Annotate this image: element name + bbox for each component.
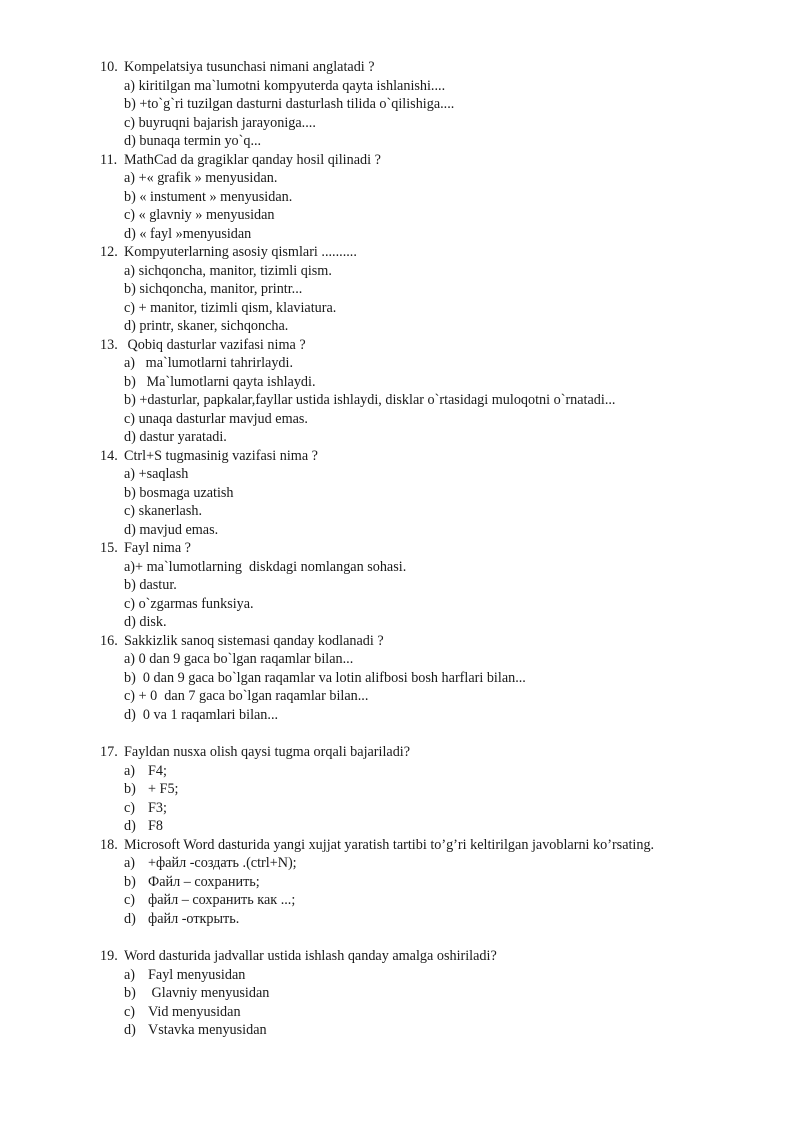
question-number: 10.	[100, 59, 118, 75]
option-d: d) bunaqa termin yo`q...	[124, 133, 262, 149]
question-title	[100, 58, 790, 77]
question-number: 11.	[100, 151, 118, 168]
option-b	[100, 873, 790, 892]
option-b	[100, 780, 790, 799]
question-text: Microsoft Word dasturida yangi xujjat yaratish tartibi to’g’ri keltirilgan javoblarni ko’rsating.	[124, 836, 655, 853]
option-b: b) bosmaga uzatish	[124, 484, 234, 501]
question-11	[100, 151, 790, 244]
option-c	[100, 891, 790, 910]
option-a: a) sichqoncha, manitor, tizimli qism.	[124, 262, 332, 279]
option-label: d)	[124, 818, 136, 834]
option-label: b)	[124, 781, 136, 797]
option-label: c)	[124, 799, 136, 816]
question-title	[100, 947, 790, 966]
option-label: d)	[124, 910, 136, 927]
option-text: файл – сохранить как ...;	[148, 892, 296, 908]
option-d	[100, 817, 790, 836]
question-title	[100, 151, 790, 170]
option-label: b)	[124, 985, 136, 1001]
question-10	[100, 58, 790, 151]
option-d: d) disk.	[124, 614, 167, 630]
question-number: 17.	[100, 744, 118, 760]
option-label: a)	[124, 855, 136, 871]
option-text: F8	[148, 818, 163, 834]
question-text: Qobiq dasturlar vazifasi nima ?	[124, 336, 306, 353]
question-text: MathCad da gragiklar qanday hosil qilinadi ?	[124, 151, 381, 168]
option-b: b) 0 dan 9 gaca bo`lgan raqamlar va lotin alifbosi bosh harflari bilan...	[124, 669, 526, 686]
blank-line	[100, 928, 790, 947]
question-title	[100, 836, 790, 855]
option-b: b) dastur.	[124, 577, 177, 593]
question-number: 15.	[100, 540, 118, 556]
question-17	[100, 743, 790, 836]
question-12	[100, 243, 790, 336]
question-text: Fayldan nusxa olish qaysi tugma orqali bajariladi?	[124, 744, 411, 760]
option-text: Vstavka menyusidan	[148, 1022, 267, 1038]
option-text: Vid menyusidan	[148, 1003, 241, 1020]
option-text: +файл -создать .(ctrl+N);	[148, 855, 297, 871]
option-text: Файл – сохранить;	[148, 873, 260, 890]
question-13	[100, 336, 790, 447]
option-b: b) +to`g`ri tuzilgan dasturni dasturlash tilida o`qilishiga....	[124, 96, 455, 112]
option-d: d) mavjud emas.	[124, 521, 219, 538]
option-b: b) « instument » menyusidan.	[124, 188, 293, 205]
option-text: файл -открыть.	[148, 910, 240, 927]
option-a: a) 0 dan 9 gaca bo`lgan raqamlar bilan...	[124, 651, 354, 667]
question-text: Ctrl+S tugmasinig vazifasi nima ?	[124, 447, 318, 464]
option-d: d) « fayl »menyusidan	[124, 225, 252, 242]
option-a: a) kiritilgan ma`lumotni kompyuterda qayta ishlanishi....	[124, 77, 446, 94]
option-c: c) skanerlash.	[124, 503, 202, 519]
question-15	[100, 539, 790, 632]
option-c: c) buyruqni bajarish jarayoniga....	[124, 114, 316, 131]
option-b: b) Ma`lumotlarni qayta ishlaydi.	[124, 373, 316, 390]
option-a: a) +saqlash	[124, 466, 189, 482]
option-d: d) printr, skaner, sichqoncha.	[124, 318, 289, 334]
option-text: F4;	[148, 762, 167, 779]
option-a	[100, 854, 790, 873]
option-label: c)	[124, 892, 136, 908]
blank-line	[100, 724, 790, 743]
option-a	[100, 966, 790, 985]
question-18	[100, 836, 790, 929]
option-c: c) unaqa dasturlar mavjud emas.	[124, 410, 308, 427]
option-text: + F5;	[148, 781, 179, 797]
option-label: a)	[124, 762, 136, 779]
question-title	[100, 336, 790, 355]
option-text: Glavniy menyusidan	[148, 985, 270, 1001]
option-c	[100, 1003, 790, 1022]
question-title	[100, 743, 790, 762]
option-c: c) + manitor, tizimli qism, klaviatura.	[124, 299, 337, 316]
option-text: F3;	[148, 799, 167, 816]
question-title	[100, 243, 790, 262]
option-label: d)	[124, 1022, 136, 1038]
question-list	[100, 58, 790, 1040]
option-a: a)+ ma`lumotlarning diskdagi nomlangan sohasi.	[124, 558, 407, 575]
option-d: d) dastur yaratadi.	[124, 429, 227, 445]
option-b	[100, 984, 790, 1003]
question-number: 18.	[100, 836, 118, 853]
option-d: d) 0 va 1 raqamlari bilan...	[124, 706, 279, 723]
question-text: Sakkizlik sanoq sistemasi qanday kodlanadi ?	[124, 632, 384, 649]
question-text: Kompelatsiya tusunchasi nimani anglatadi ?	[124, 59, 375, 75]
option-c: c) + 0 dan 7 gaca bo`lgan raqamlar bilan...	[124, 688, 369, 704]
question-title	[100, 632, 790, 651]
option-d	[100, 910, 790, 929]
question-number: 19.	[100, 948, 118, 964]
question-number: 14.	[100, 447, 118, 464]
question-title	[100, 447, 790, 466]
question-text: Fayl nima ?	[124, 540, 191, 556]
question-number: 13.	[100, 336, 118, 353]
option-label: b)	[124, 873, 136, 890]
question-title	[100, 539, 790, 558]
option-a	[100, 762, 790, 781]
option-label: c)	[124, 1003, 136, 1020]
question-number: 12.	[100, 244, 118, 260]
option-c: c) « glavniy » menyusidan	[124, 207, 275, 223]
option-a: a) ma`lumotlarni tahrirlaydi.	[124, 355, 294, 371]
question-14	[100, 447, 790, 540]
option-d	[100, 1021, 790, 1040]
option-b: b) sichqoncha, manitor, printr...	[124, 281, 303, 297]
question-text: Kompyuterlarning asosiy qismlari ..........	[124, 244, 357, 260]
option-c	[100, 799, 790, 818]
option-text: Fayl menyusidan	[148, 966, 246, 983]
question-16	[100, 632, 790, 725]
question-text: Word dasturida jadvallar ustida ishlash qanday amalga oshiriladi?	[124, 948, 497, 964]
question-number: 16.	[100, 632, 118, 649]
option-b-correct: b) +dasturlar, papkalar,fayllar ustida ishlaydi, disklar o`rtasidagi muloqotni o`rnatadi...	[124, 392, 616, 408]
option-a: a) +« grafik » menyusidan.	[124, 170, 278, 186]
option-label: a)	[124, 966, 136, 983]
question-19	[100, 947, 790, 1040]
option-c: c) o`zgarmas funksiya.	[124, 595, 254, 612]
